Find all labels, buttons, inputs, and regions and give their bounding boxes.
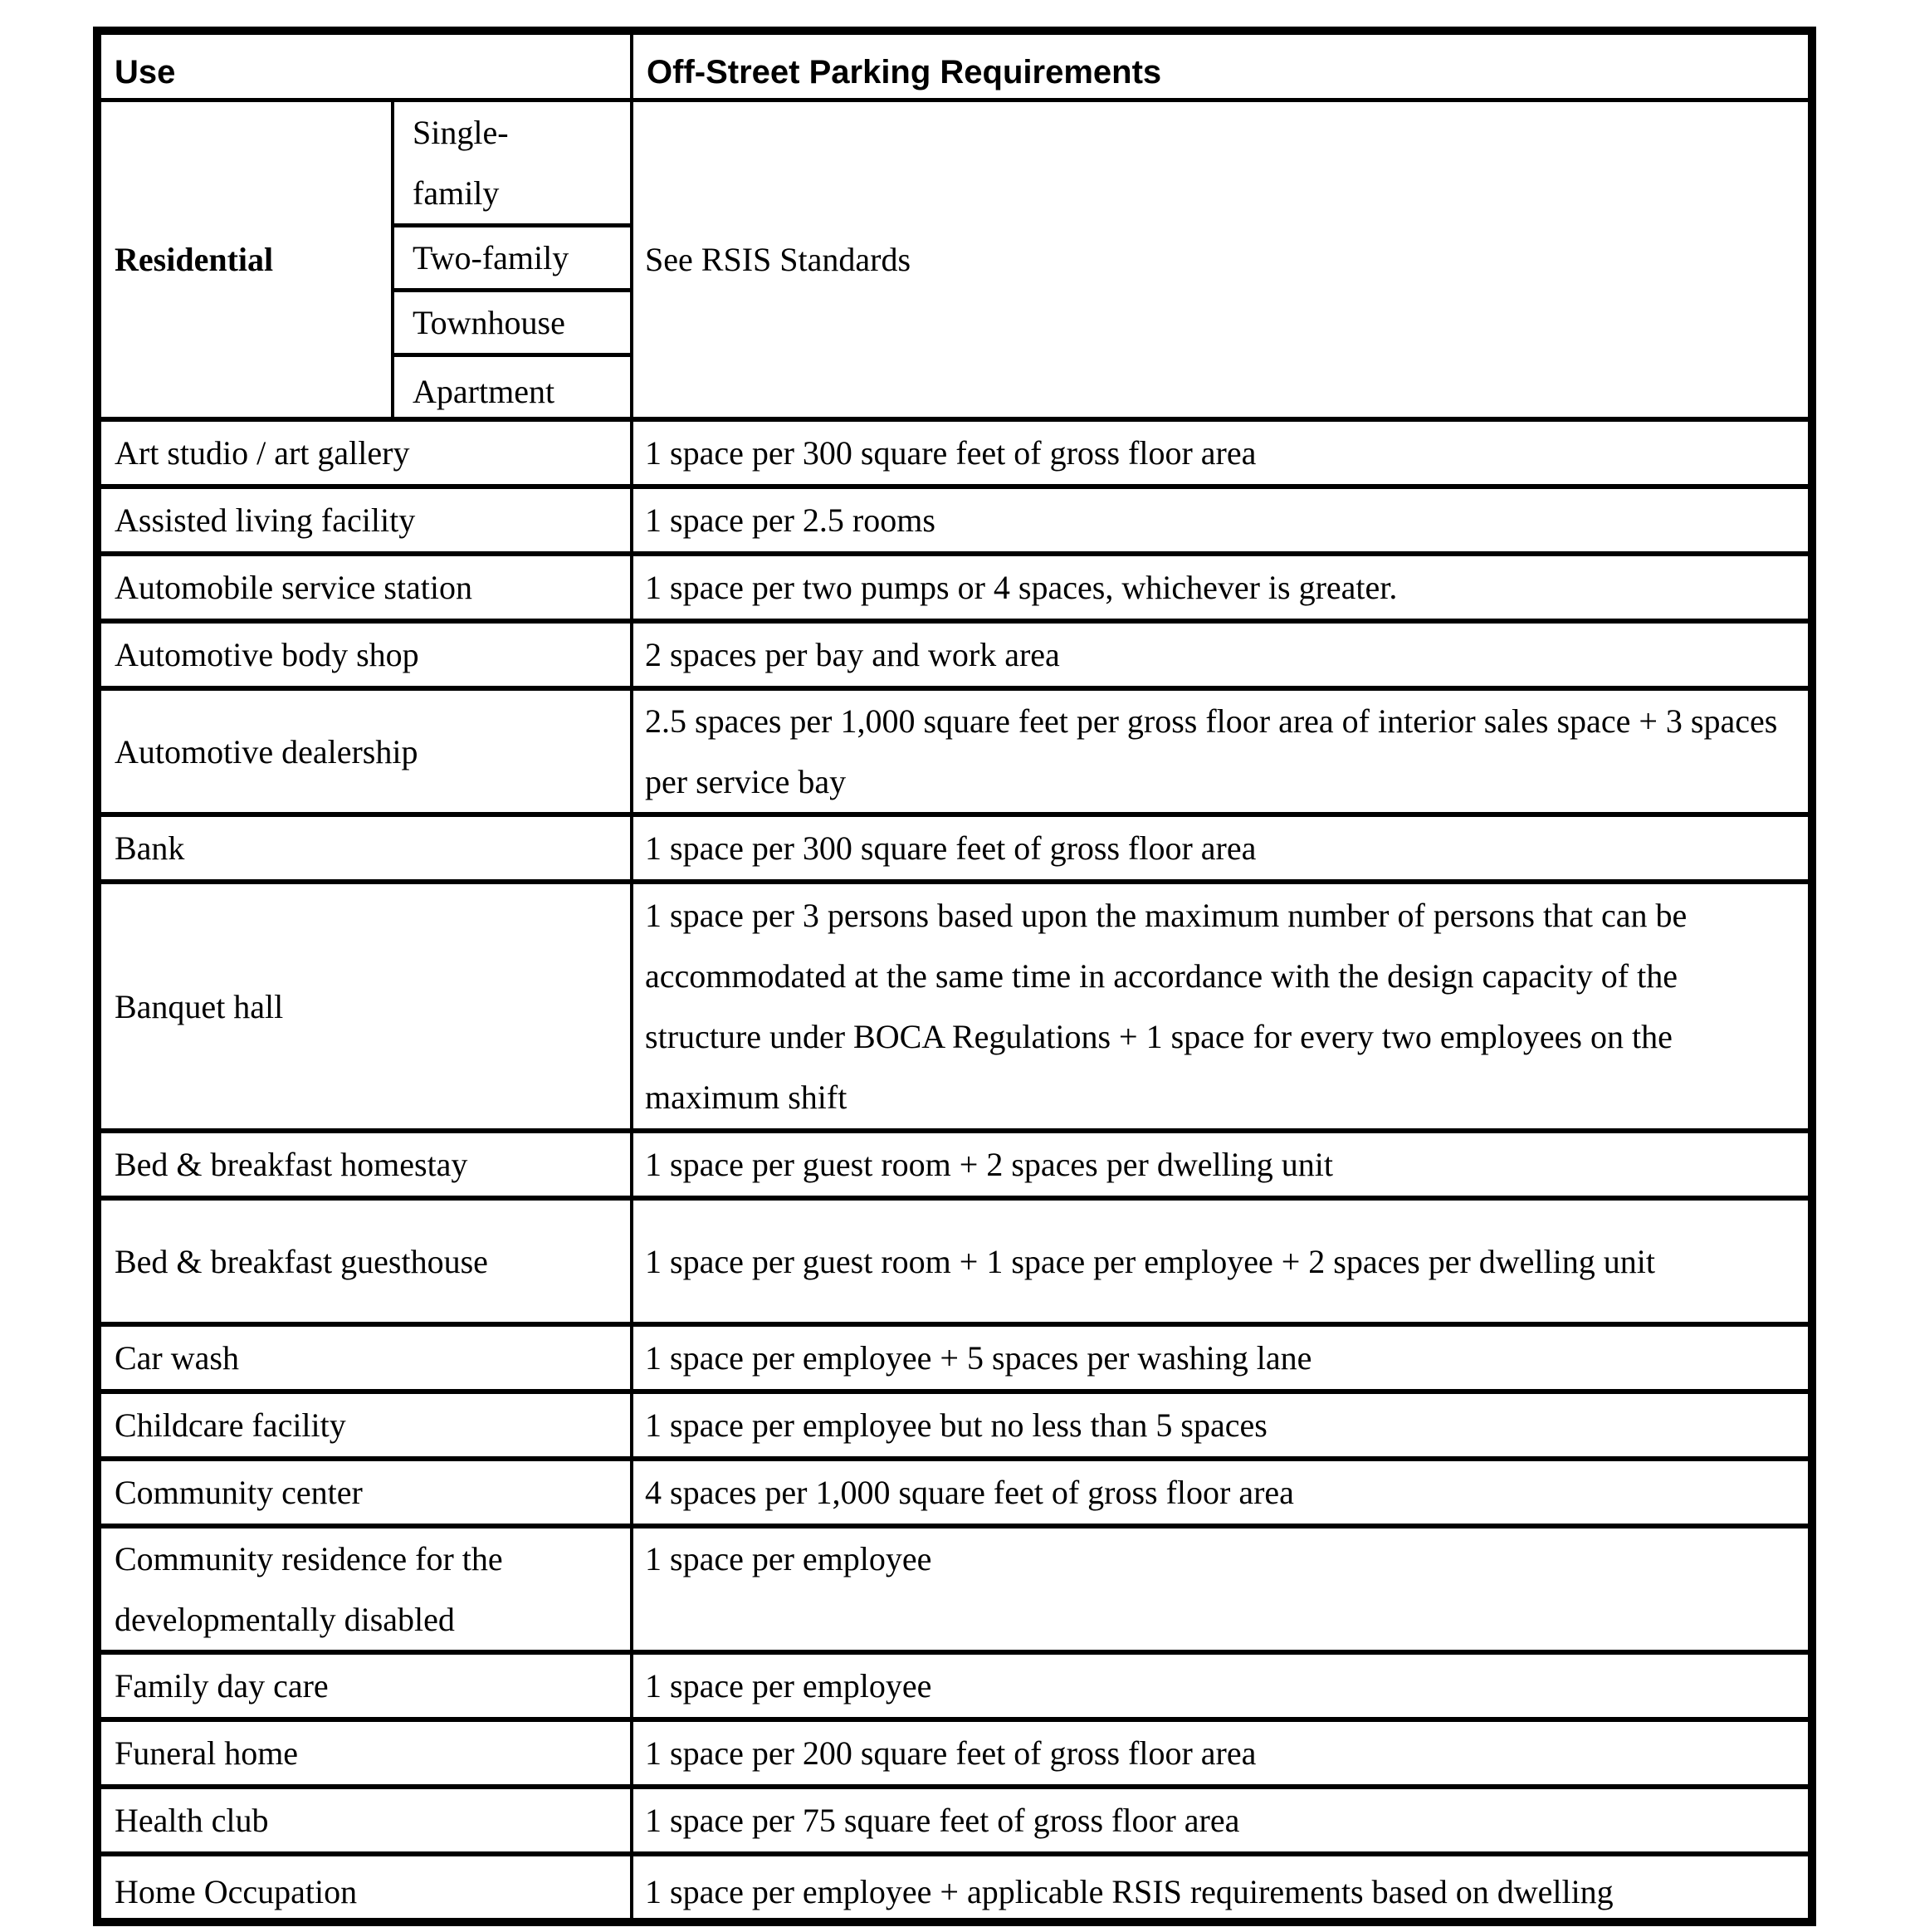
use-cell: Car wash — [97, 1324, 632, 1392]
requirement-cell: 1 space per employee — [632, 1652, 1812, 1719]
subtype-single-family — [393, 100, 632, 226]
use-cell: Automotive dealership — [97, 688, 632, 814]
subtype-two-family: Two-family — [393, 226, 632, 291]
use-cell: Community center — [97, 1459, 632, 1526]
subtype-line: Single- — [413, 114, 509, 151]
residential-label: Residential — [97, 100, 393, 420]
table-row — [97, 419, 1812, 487]
table-row — [97, 1392, 1812, 1459]
requirement-cell: 1 space per 3 persons based upon the maximum number of persons that can be accommodated at the same time in accordance with the design capacity of the structure under BOCA Regulations + 1 space for every two employees on the maximum shift — [632, 882, 1812, 1131]
table-row — [97, 688, 1812, 814]
table-row — [97, 1652, 1812, 1719]
use-cell: Automotive body shop — [97, 621, 632, 688]
header-use: Use — [97, 31, 632, 100]
requirement-cell: 1 space per employee — [632, 1526, 1812, 1652]
requirement-cell: 2.5 spaces per 1,000 square feet per gross floor area of interior sales space + 3 spaces per service bay — [632, 688, 1812, 814]
requirement-cell: 1 space per two pumps or 4 spaces, whichever is greater. — [632, 554, 1812, 621]
requirement-cell: 1 space per 300 square feet of gross floor area — [632, 814, 1812, 882]
requirement-cell: 1 space per guest room + 1 space per employee + 2 spaces per dwelling unit — [632, 1198, 1812, 1324]
requirement-cell: 1 space per employee but no less than 5 spaces — [632, 1392, 1812, 1459]
requirement-cell: 4 spaces per 1,000 square feet of gross floor area — [632, 1459, 1812, 1526]
use-cell: Art studio / art gallery — [97, 419, 632, 487]
requirement-cell: 1 space per employee + applicable RSIS requirements based on dwelling — [632, 1854, 1812, 1922]
table-row — [97, 882, 1812, 1131]
subtype-townhouse: Townhouse — [393, 291, 632, 355]
use-cell: Bed & breakfast guesthouse — [97, 1198, 632, 1324]
use-cell: Funeral home — [97, 1719, 632, 1787]
table-row — [97, 554, 1812, 621]
use-cell: Banquet hall — [97, 882, 632, 1131]
table-row — [97, 621, 1812, 688]
table-row — [97, 1719, 1812, 1787]
use-cell: Health club — [97, 1787, 632, 1854]
requirement-cell: 2 spaces per bay and work area — [632, 621, 1812, 688]
subtype-line: family — [413, 174, 500, 212]
table-row — [97, 1787, 1812, 1854]
table-row — [97, 1459, 1812, 1526]
requirement-cell: 1 space per employee + 5 spaces per washing lane — [632, 1324, 1812, 1392]
requirement-cell: 1 space per 300 square feet of gross floor area — [632, 419, 1812, 487]
requirement-cell: 1 space per 75 square feet of gross floor area — [632, 1787, 1812, 1854]
requirement-cell: 1 space per 200 square feet of gross floor area — [632, 1719, 1812, 1787]
residential-requirement: See RSIS Standards — [632, 100, 1812, 420]
requirement-cell: 1 space per 2.5 rooms — [632, 487, 1812, 554]
table-row — [97, 1854, 1812, 1922]
table-row — [97, 1324, 1812, 1392]
parking-requirements-table — [93, 27, 1816, 1926]
table-header-row — [97, 31, 1812, 100]
use-cell: Childcare facility — [97, 1392, 632, 1459]
table-row-residential — [97, 100, 1812, 226]
use-cell: Family day care — [97, 1652, 632, 1719]
use-cell: Bed & breakfast homestay — [97, 1131, 632, 1198]
subtype-apartment: Apartment — [393, 355, 632, 420]
table-row — [97, 1526, 1812, 1652]
requirement-cell: 1 space per guest room + 2 spaces per dwelling unit — [632, 1131, 1812, 1198]
table-row — [97, 814, 1812, 882]
use-cell: Bank — [97, 814, 632, 882]
use-cell: Automobile service station — [97, 554, 632, 621]
use-cell: Assisted living facility — [97, 487, 632, 554]
table-row — [97, 1131, 1812, 1198]
header-requirements: Off-Street Parking Requirements — [632, 31, 1812, 100]
table-row — [97, 487, 1812, 554]
use-cell: Community residence for the developmentally disabled — [97, 1526, 632, 1652]
table-row — [97, 1198, 1812, 1324]
use-cell: Home Occupation — [97, 1854, 632, 1922]
